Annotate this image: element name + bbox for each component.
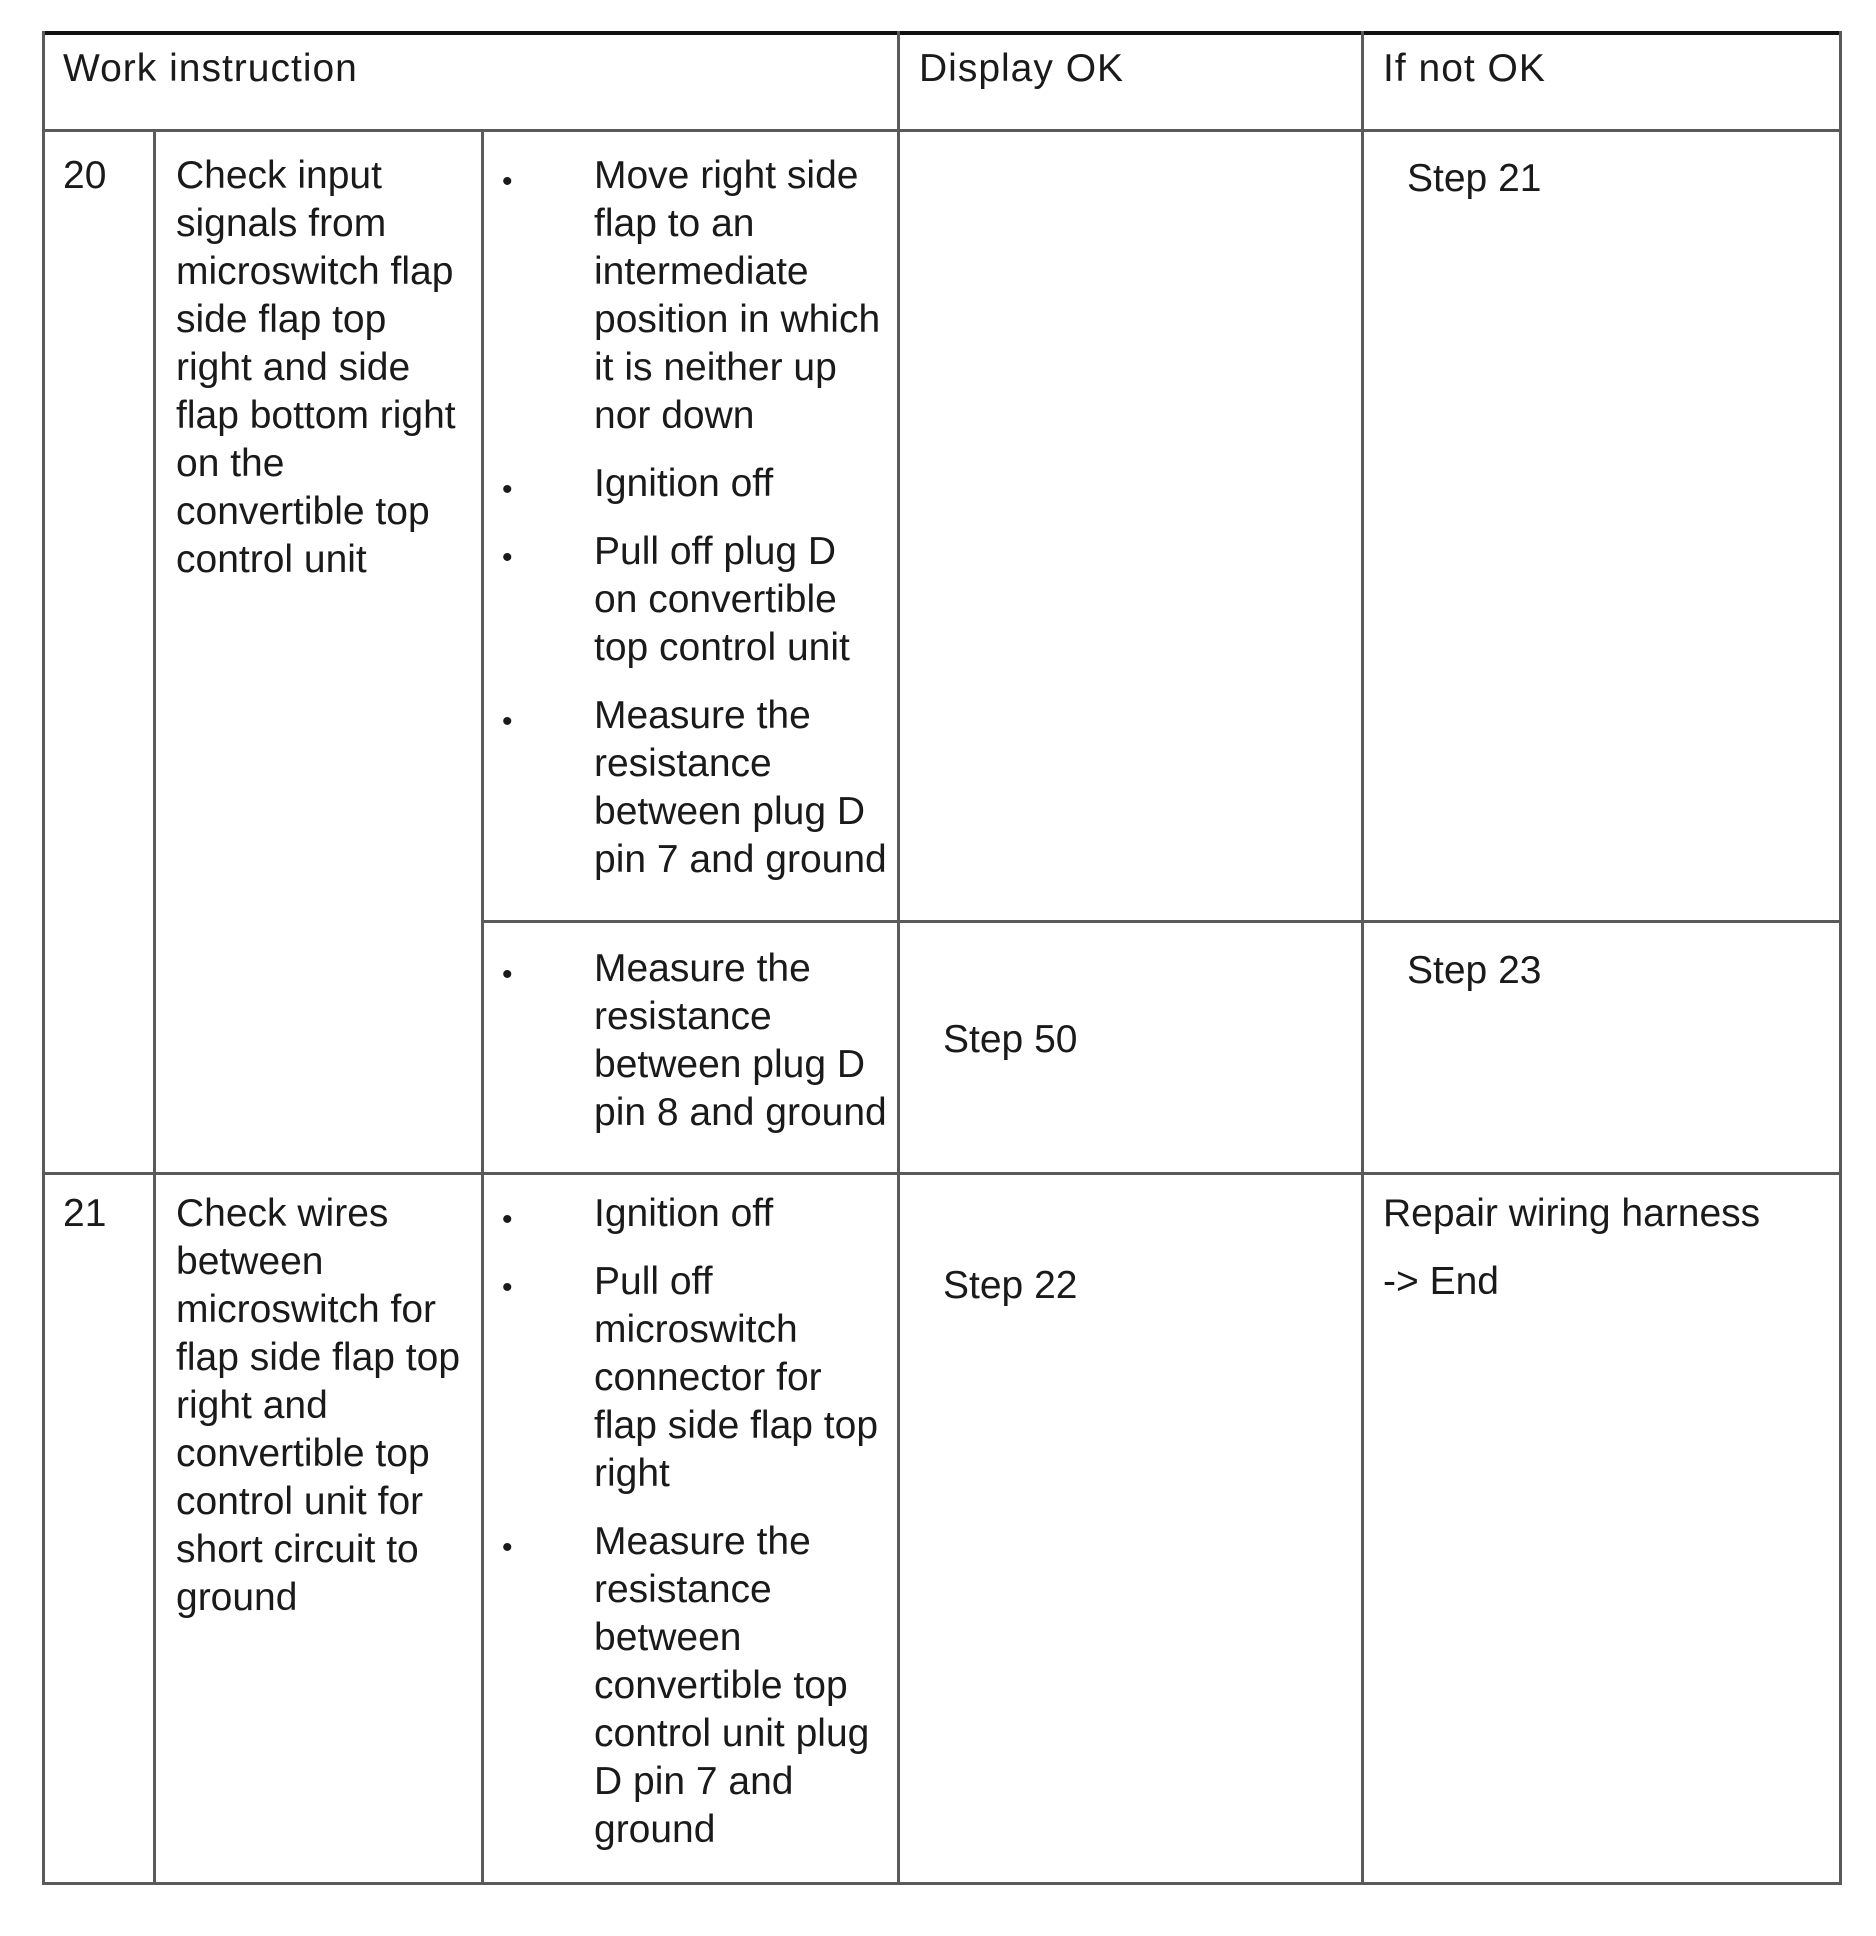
row-20-bottom-rule: [42, 1172, 1842, 1175]
bullet-icon: •: [502, 958, 513, 991]
bullet-text-line: Measure the: [594, 947, 811, 990]
header-display-ok: Display OK: [919, 47, 1125, 90]
bullet-text-line: on convertible: [594, 578, 837, 621]
step-20b-display-ok: Step 50: [943, 1018, 1078, 1061]
bullet-text-line: flap side flap top: [594, 1404, 879, 1447]
step-20a-if-not-ok: Step 21: [1407, 157, 1542, 200]
header-bottom-rule: [42, 129, 1842, 132]
step-20-split-rule: [482, 920, 1842, 923]
description-line: between: [176, 1240, 324, 1283]
step-21-if-not-ok-line: -> End: [1383, 1260, 1499, 1303]
bullet-text-line: Ignition off: [594, 462, 774, 505]
bullet-text-line: control unit plug: [594, 1712, 870, 1755]
description-line: Check wires: [176, 1192, 389, 1235]
step-21-if-not-ok-line: Repair wiring harness: [1383, 1192, 1761, 1235]
bullet-text-line: between: [594, 1616, 742, 1659]
description-divider: [481, 129, 484, 1885]
bullet-text-line: between plug D: [594, 1043, 866, 1086]
bullet-text-line: intermediate: [594, 250, 809, 293]
bullet-text-line: Measure the: [594, 1520, 811, 1563]
description-line: microswitch for: [176, 1288, 437, 1331]
bullet-text-line: between plug D: [594, 790, 866, 833]
bullet-text-line: connector for: [594, 1356, 822, 1399]
table-left-border: [42, 31, 45, 1885]
bullet-text-line: it is neither up: [594, 346, 837, 389]
description-line: control unit: [176, 538, 367, 581]
bullet-text-line: pin 8 and ground: [594, 1091, 887, 1134]
bullet-text-line: pin 7 and ground: [594, 838, 887, 881]
bullet-text-line: Move right side: [594, 154, 859, 197]
description-line: short circuit to: [176, 1528, 419, 1571]
bullet-icon: •: [502, 705, 513, 738]
step-21-display-ok: Step 22: [943, 1264, 1078, 1307]
description-line: on the: [176, 442, 285, 485]
bullet-icon: •: [502, 541, 513, 574]
table-right-border: [1839, 31, 1842, 1885]
header-if-not-ok: If not OK: [1383, 47, 1546, 90]
bullet-text-line: nor down: [594, 394, 755, 437]
description-line: signals from: [176, 202, 387, 245]
step-number-divider: [153, 129, 156, 1885]
bullet-text-line: Pull off: [594, 1260, 713, 1303]
bullet-text-line: resistance: [594, 995, 772, 1038]
description-line: convertible top: [176, 490, 430, 533]
bullet-icon: •: [502, 165, 513, 198]
step-number-20: 20: [63, 154, 107, 197]
bullet-icon: •: [502, 1203, 513, 1236]
bullet-text-line: Measure the: [594, 694, 811, 737]
bullet-icon: •: [502, 1531, 513, 1564]
bullet-text-line: resistance: [594, 1568, 772, 1611]
table-bottom-border: [42, 1882, 1842, 1885]
description-line: flap bottom right: [176, 394, 456, 437]
description-line: control unit for: [176, 1480, 424, 1523]
description-line: side flap top: [176, 298, 387, 341]
if-not-ok-divider: [1361, 31, 1364, 1885]
header-work-instruction: Work instruction: [63, 47, 358, 90]
bullet-text-line: microswitch: [594, 1308, 798, 1351]
step-number-21: 21: [63, 1192, 107, 1235]
description-line: right and side: [176, 346, 411, 389]
bullet-text-line: Pull off plug D: [594, 530, 837, 573]
bullet-text-line: resistance: [594, 742, 772, 785]
bullet-text-line: Ignition off: [594, 1192, 774, 1235]
display-ok-divider: [897, 31, 900, 1885]
description-line: ground: [176, 1576, 298, 1619]
bullet-icon: •: [502, 1271, 513, 1304]
bullet-text-line: top control unit: [594, 626, 850, 669]
table-top-border: [42, 31, 1842, 35]
description-line: convertible top: [176, 1432, 430, 1475]
step-20b-if-not-ok: Step 23: [1407, 949, 1542, 992]
bullet-text-line: D pin 7 and: [594, 1760, 794, 1803]
description-line: Check input: [176, 154, 382, 197]
bullet-text-line: position in which: [594, 298, 881, 341]
bullet-text-line: right: [594, 1452, 670, 1495]
description-line: microswitch flap: [176, 250, 454, 293]
bullet-text-line: flap to an: [594, 202, 755, 245]
bullet-icon: •: [502, 473, 513, 506]
description-line: right and: [176, 1384, 328, 1427]
bullet-text-line: ground: [594, 1808, 716, 1851]
description-line: flap side flap top: [176, 1336, 461, 1379]
bullet-text-line: convertible top: [594, 1664, 848, 1707]
